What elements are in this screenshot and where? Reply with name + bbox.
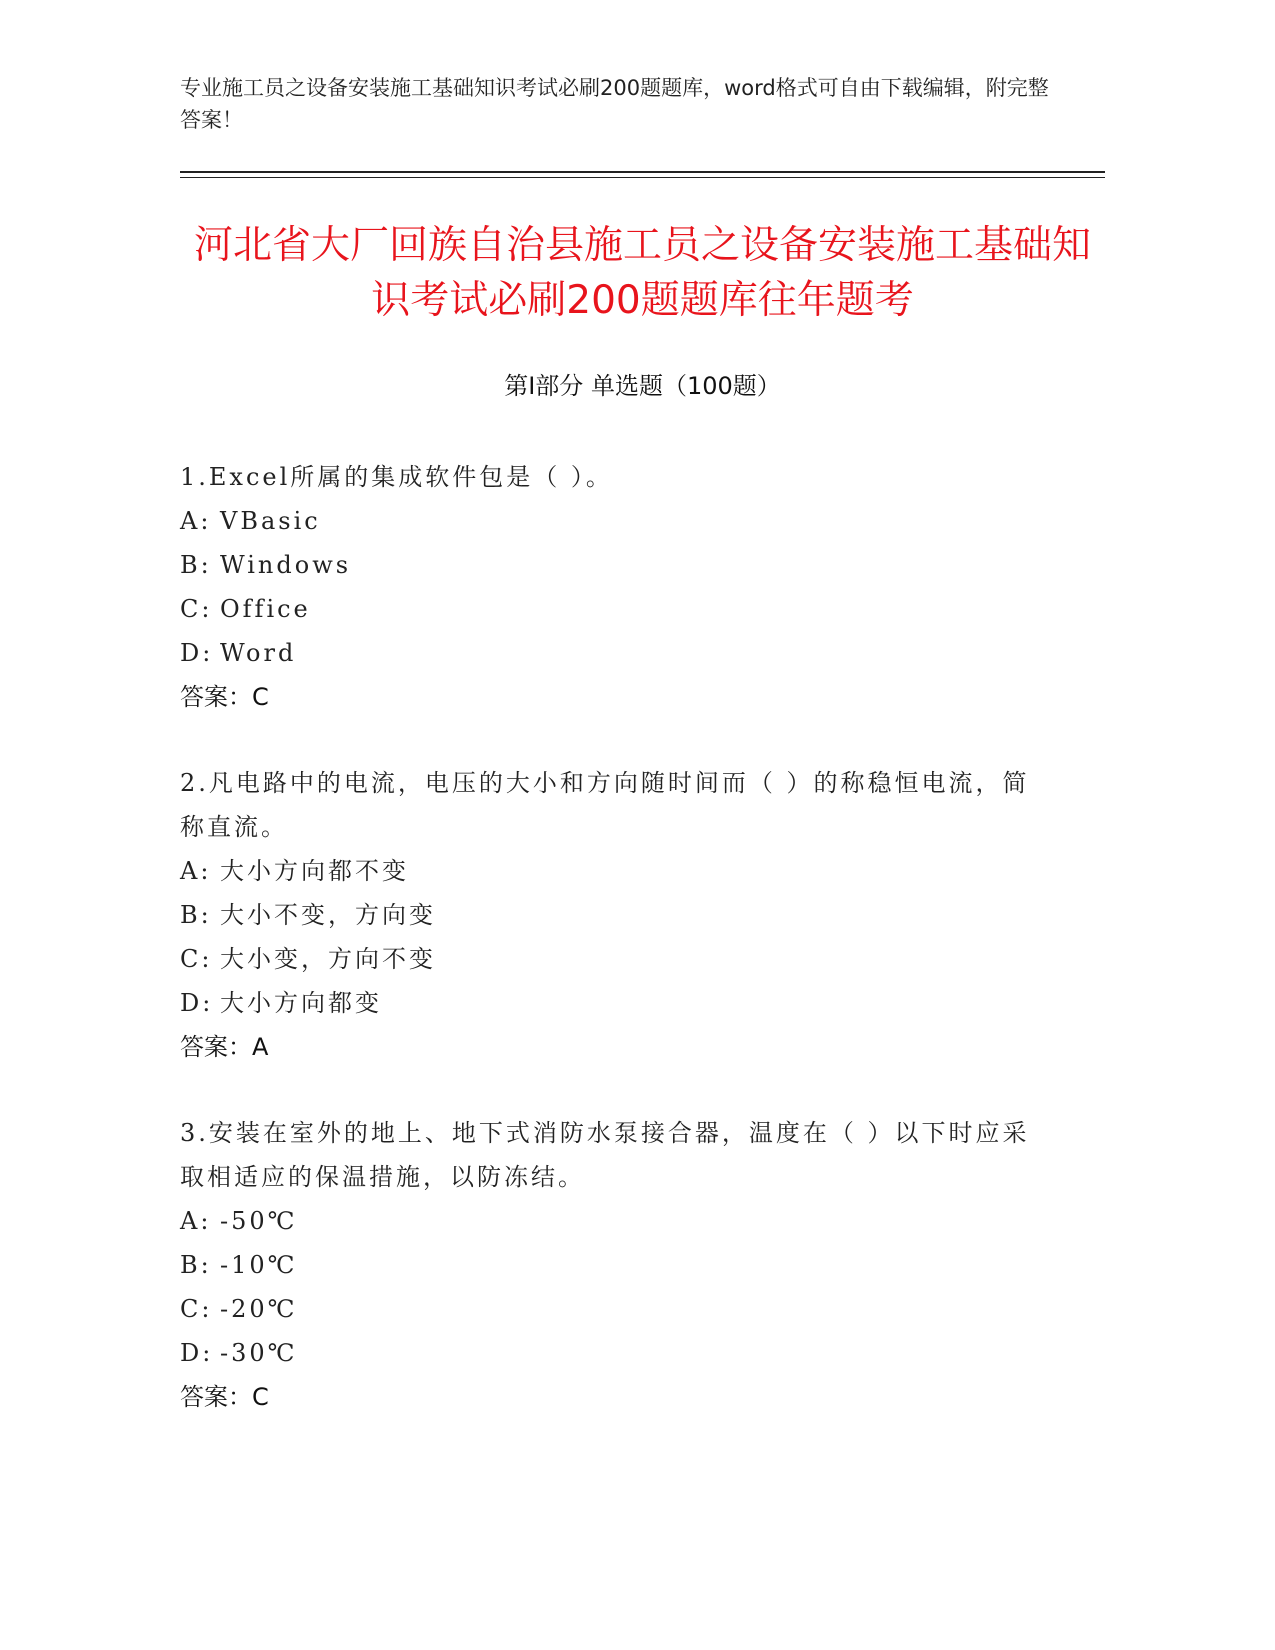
option-letter: C: xyxy=(180,945,213,973)
option-text: -10℃ xyxy=(220,1251,298,1279)
option-c xyxy=(180,587,1050,631)
option-text: -20℃ xyxy=(220,1295,298,1323)
answer-line: 答案：C xyxy=(180,683,269,711)
question-stem: 2.凡电路中的电流，电压的大小和方向随时间而（ ）的称稳恒电流，简称直流。 xyxy=(180,769,1030,841)
option-letter: A: xyxy=(180,1207,212,1235)
option-d xyxy=(180,631,1050,675)
option-c xyxy=(180,937,1050,981)
option-a xyxy=(180,849,1050,893)
option-text: Windows xyxy=(220,551,352,579)
document-title: 河北省大厂回族自治县施工员之设备安装施工基础知识考试必刷200题题库往年题考 xyxy=(193,223,1091,323)
option-letter: C: xyxy=(180,595,213,623)
option-text: 大小方向都变 xyxy=(220,989,382,1017)
option-b xyxy=(180,893,1050,937)
answer-line: 答案：C xyxy=(180,1383,269,1411)
option-d xyxy=(180,981,1050,1025)
answer-line: 答案：A xyxy=(180,1033,269,1061)
option-letter: C: xyxy=(180,1295,213,1323)
question-1 xyxy=(180,455,1050,719)
header-rule-thick xyxy=(180,171,1105,173)
option-c xyxy=(180,1287,1050,1331)
option-letter: D: xyxy=(180,639,214,667)
option-a xyxy=(180,1199,1050,1243)
option-letter: B: xyxy=(180,901,212,929)
question-3 xyxy=(180,1111,1050,1419)
option-letter: D: xyxy=(180,989,214,1017)
option-text: 大小方向都不变 xyxy=(220,857,409,885)
option-letter: A: xyxy=(180,507,212,535)
question-stem: 3.安装在室外的地上、地下式消防水泵接合器，温度在（ ）以下时应采取相适应的保温措施，以防冻结。 xyxy=(180,1119,1030,1191)
option-text: Office xyxy=(220,595,311,623)
question-list xyxy=(180,455,1050,1461)
option-text: 大小不变，方向变 xyxy=(220,901,436,929)
header-rule-thin xyxy=(180,177,1105,178)
header-note: 专业施工员之设备安装施工基础知识考试必刷200题题库，word格式可自由下载编辑，附完整答案！ xyxy=(180,76,1049,132)
question-2 xyxy=(180,761,1050,1069)
option-text: -50℃ xyxy=(220,1207,298,1235)
question-stem: 1.Excel所属的集成软件包是（ ）。 xyxy=(180,463,613,491)
option-b xyxy=(180,543,1050,587)
option-text: 大小变，方向不变 xyxy=(220,945,436,973)
option-letter: B: xyxy=(180,1251,212,1279)
option-text: Word xyxy=(220,639,297,667)
option-d xyxy=(180,1331,1050,1375)
option-text: VBasic xyxy=(220,507,321,535)
section-heading: 第Ⅰ部分 单选题（100题） xyxy=(504,372,781,400)
option-letter: D: xyxy=(180,1339,214,1367)
option-text: -30℃ xyxy=(220,1339,298,1367)
option-letter: A: xyxy=(180,857,212,885)
option-a xyxy=(180,499,1050,543)
option-b xyxy=(180,1243,1050,1287)
option-letter: B: xyxy=(180,551,212,579)
